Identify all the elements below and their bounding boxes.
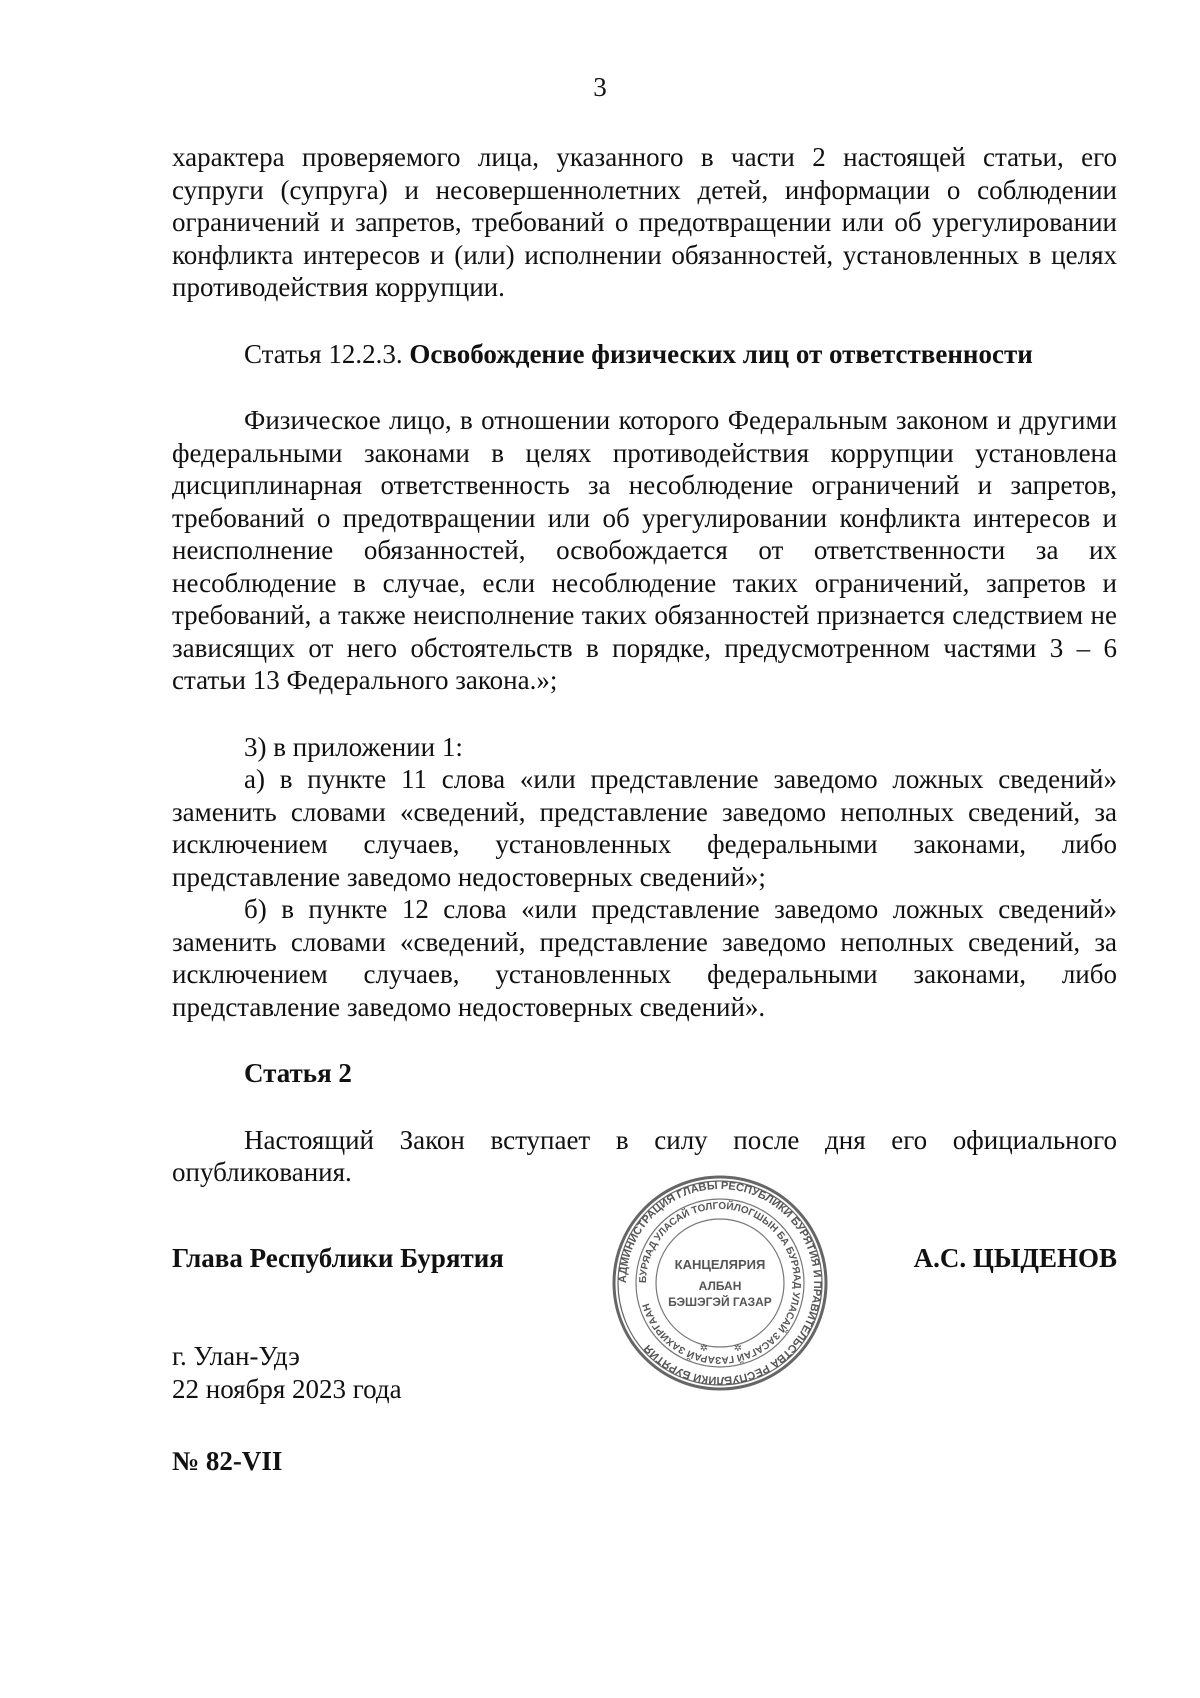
seal-center-line2: АЛБАН [698, 1279, 742, 1293]
amendment-item-3: 3) в приложении 1: [244, 731, 463, 762]
intro-paragraph: характера проверяемого лица, указанного в части 2 настоящей статьи, его супруги (супруга) и несовершеннолетних детей, информации о соблюдении ограничений и запретов, требований о предотвращении или об урегулировании конфликта интересов и (или) исполнении обязанностей, установленных в целях противодействия коррупции. [172, 142, 1117, 302]
article-2-body: Настоящий Закон вступает в силу после дня его официального опубликования. [172, 1124, 1117, 1187]
page-number: 3 [593, 72, 607, 102]
place-and-date [172, 1340, 402, 1406]
article-12-2-3-title: Освобождение физических лиц от ответственности [409, 338, 1033, 369]
seal-center-line1: КАНЦЕЛЯРИЯ [674, 1257, 766, 1272]
amendment-item-a: а) в пункте 11 слова «или представление заведомо ложных сведений» заменить словами «сведений, представление заведомо неполных сведений, за исключением случаев, установленных федеральными законами, либо представление заведомо недостоверных сведений»; [172, 764, 1117, 892]
seal-graphic [610, 1173, 830, 1393]
seal-outer-text: АДМИНИСТРАЦИЯ ГЛАВЫ РЕСПУБЛИКИ БУРЯТИЯ И ПРАВИТЕЛЬСТВА РЕСПУБЛИКИ БУРЯТИЯ [616, 1179, 824, 1387]
article-2-title: Статья 2 [244, 1058, 352, 1088]
article-12-2-3-heading [172, 338, 1117, 371]
signatory-position: Глава Республики Бурятия [172, 1243, 504, 1273]
article-12-2-3-body: Физическое лицо, в отношении которого Федеральным законом и другими федеральными законами в целях противодействия коррупции установлена дисциплинарная ответственность за несоблюдение ограничений и запретов, требований о предотвращении или об урегулировании конфликта интересов и неисполнение обязанностей, освобождается от ответственности за их несоблюдение в случае, если несоблюдение таких ограничений, запретов и требований, а также неисполнение таких обязанностей признается следствием не зависящих от него обстоятельств в порядке, предусмотренном частями 3 – 6 статьи 13 Федерального закона.»; [172, 405, 1117, 695]
article-12-2-3-number: Статья 12.2.3. [244, 338, 403, 369]
official-seal [610, 1173, 830, 1393]
seal-inner-text: БУРЯАД УЛАСАЙ ТОЛГОЙЛОГШЫН БА БУРЯАД УЛАСАЙ ЗАСАГАЙ ГАЗАРАЙ ЗАХИРГААН [637, 1200, 803, 1366]
signatory-name: А.С. ЦЫДЕНОВ [913, 1243, 1117, 1273]
law-number: № 82-VII [172, 1446, 283, 1476]
seal-center-line3: БЭШЭГЭЙ ГАЗАР [668, 1295, 772, 1309]
amendment-item-b: б) в пункте 12 слова «или представление заведомо ложных сведений» заменить словами «сведений, представление заведомо неполных сведений, за исключением случаев, установленных федеральными законами, либо представление заведомо недостоверных сведений». [172, 894, 1117, 1022]
seal-flower-icon: ✲ [699, 1343, 709, 1354]
date-of-signing: 22 ноября 2023 года [172, 1374, 402, 1404]
seal-flower-icon: ✲ [733, 1343, 743, 1354]
document-body [172, 141, 1117, 1189]
place-of-signing: г. Улан-Удэ [172, 1341, 300, 1371]
